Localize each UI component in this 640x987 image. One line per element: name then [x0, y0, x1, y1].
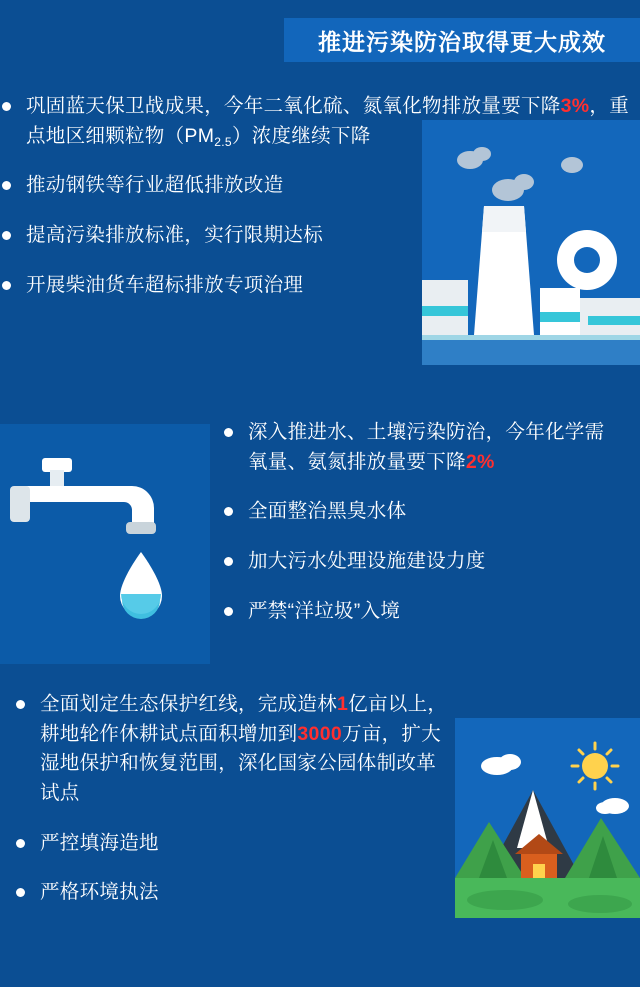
- list-item-text: ）浓度继续下降: [231, 124, 371, 147]
- section-water-pollution: [0, 414, 640, 678]
- list-item-text: 严格环境执法: [40, 881, 159, 904]
- mountain-forest-camp-icon: [455, 718, 640, 918]
- bullet-list-ecology: [14, 690, 448, 908]
- list-item: [14, 829, 448, 859]
- subscript-text: 2.5: [214, 134, 232, 149]
- factory-smokestack-icon: [422, 120, 640, 365]
- list-item: [14, 690, 448, 809]
- highlighted-number: 3000: [297, 722, 342, 745]
- list-item-text: 亿亩以上，耕地轮作休耕试点面积增加到: [40, 693, 448, 745]
- list-item-text: 开展柴油货车超标排放专项治理: [26, 273, 304, 296]
- list-item-text: 加大污水处理设施建设力度: [248, 549, 486, 572]
- list-item: [222, 418, 624, 477]
- list-item-text: 严禁“洋垃圾”入境: [248, 599, 401, 622]
- list-item-text: ，重点地区细颗粒物（PM: [26, 95, 630, 147]
- highlighted-number: 3%: [560, 95, 590, 117]
- faucet-water-drop-icon: [0, 424, 210, 664]
- list-item-text: 深入推进水、土壤污染防治，今年化学需氧量、氨氮排放量要下降: [248, 421, 605, 473]
- list-item: [14, 878, 448, 908]
- highlighted-number: 2%: [465, 450, 495, 473]
- list-item-text: 严控填海造地: [40, 831, 159, 854]
- header: [0, 0, 640, 78]
- list-item-text: 巩固蓝天保卫战成果，今年二氧化硫、氮氧化物排放量要下降: [26, 95, 561, 117]
- list-item-text: 全面整治黑臭水体: [248, 500, 407, 523]
- list-item-text: 万亩，扩大湿地保护和恢复范围，深化国家公园体制改革试点: [40, 722, 442, 804]
- highlighted-number: 1: [337, 693, 349, 715]
- list-item-text: 推动钢铁等行业超低排放改造: [26, 174, 284, 197]
- list-item: [222, 597, 624, 627]
- list-item: [222, 497, 624, 527]
- list-item-text: 全面划定生态保护红线，完成造林: [40, 693, 338, 715]
- section-air-pollution: [0, 78, 640, 414]
- list-item: [222, 547, 624, 577]
- list-item-text: 提高污染排放标准，实行限期达标: [26, 223, 324, 246]
- header-band: [284, 18, 640, 62]
- section-ecology-protection: [0, 678, 640, 960]
- page-title: 推进污染防治取得更大成效: [318, 28, 606, 55]
- bullet-list-water: [222, 418, 624, 626]
